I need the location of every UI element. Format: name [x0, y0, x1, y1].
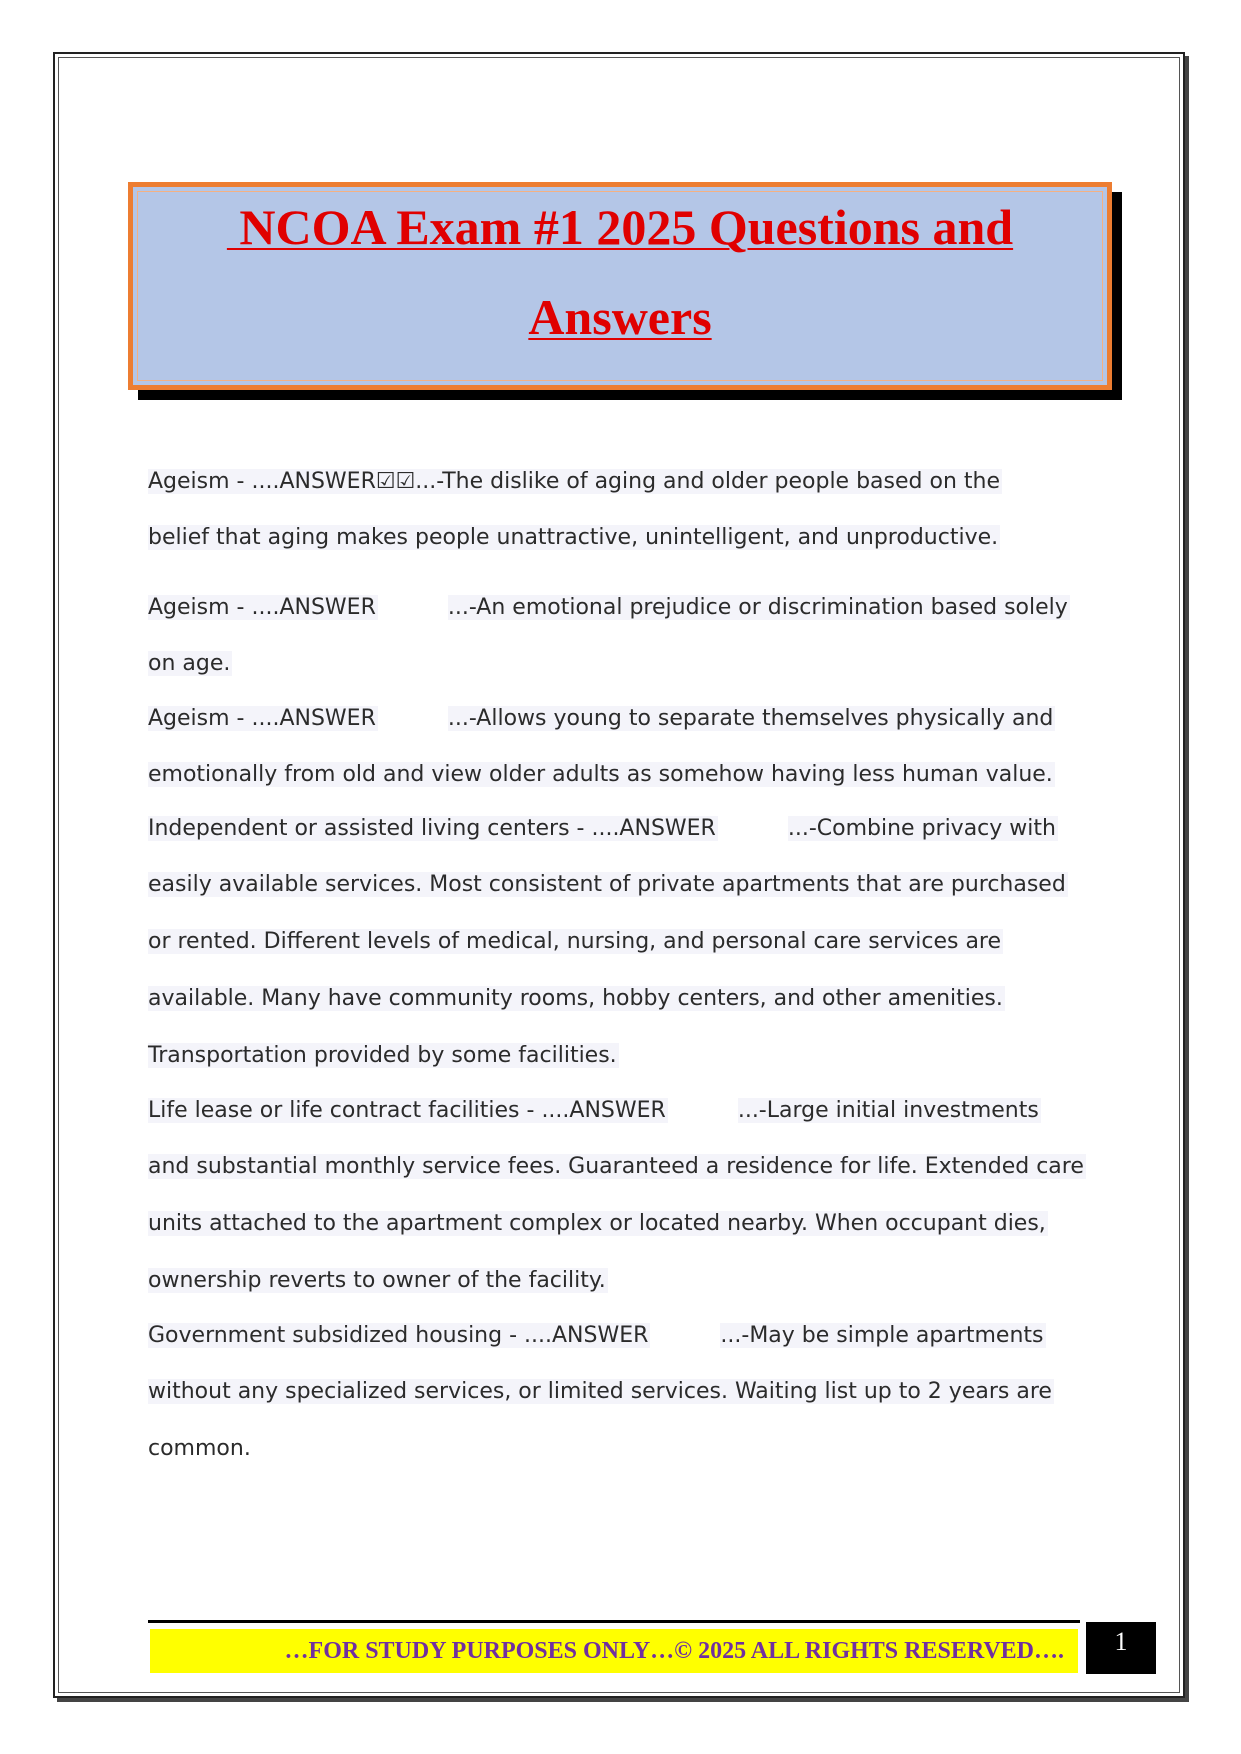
- text-line: [148, 1377, 1088, 1407]
- line-answer: ...-Allows young to separate themselves physically and: [447, 706, 1054, 731]
- text-line: [148, 467, 1088, 497]
- footer-copyright: …FOR STUDY PURPOSES ONLY…© 2025 ALL RIGHTS RESERVED….: [284, 1638, 1064, 1664]
- line-question: Ageism - ....ANSWER: [148, 595, 376, 620]
- line-text: on age.: [148, 651, 231, 676]
- line-question: Government subsidized housing - ....ANSWER: [148, 1323, 649, 1348]
- question-list: [148, 467, 1088, 1464]
- text-line: [148, 1152, 1088, 1182]
- line-answer: ...-Combine privacy with: [787, 816, 1056, 841]
- text-line: [148, 870, 1088, 900]
- line-answer: ...-An emotional prejudice or discrimination based solely: [447, 595, 1068, 620]
- line-text: units attached to the apartment complex or located nearby. When occupant dies,: [148, 1211, 1046, 1236]
- line-text: without any specialized services, or limited services. Waiting list up to 2 years are: [148, 1379, 1052, 1404]
- text-line: [148, 1434, 1088, 1464]
- text-line: [148, 1041, 1088, 1071]
- text-line: [148, 760, 1088, 790]
- line-text: Ageism - ....ANSWER☑☑...-The dislike of aging and older people based on the: [148, 469, 1000, 494]
- text-line: [148, 814, 1088, 844]
- text-line: [148, 523, 1088, 553]
- title-box: [128, 182, 1112, 390]
- text-line: [148, 1096, 1088, 1126]
- line-text: belief that aging makes people unattractive, unintelligent, and unproductive.: [148, 525, 999, 550]
- line-text: and substantial monthly service fees. Guaranteed a residence for life. Extended care: [148, 1154, 1084, 1179]
- line-question: Independent or assisted living centers - ....ANSWER: [148, 816, 716, 841]
- line-text: common.: [148, 1436, 251, 1461]
- line-text: easily available services. Most consistent of private apartments that are purchased: [148, 872, 1066, 897]
- text-line: [148, 1266, 1088, 1296]
- text-line: [148, 704, 1088, 734]
- line-text: ownership reverts to owner of the facility.: [148, 1268, 606, 1293]
- line-answer: ...-Large initial investments: [737, 1098, 1039, 1123]
- text-line: [148, 1209, 1088, 1239]
- page-title-line-2: Answers: [528, 289, 712, 345]
- line-question: Ageism - ....ANSWER: [148, 706, 376, 731]
- footer-rule: [148, 1620, 1080, 1623]
- line-answer: ...-May be simple apartments: [720, 1323, 1044, 1348]
- line-text: or rented. Different levels of medical, nursing, and personal care services are: [148, 929, 1002, 954]
- footer-band: [150, 1629, 1078, 1673]
- line-text: emotionally from old and view older adults as somehow having less human value.: [148, 762, 1053, 787]
- text-line: [148, 927, 1088, 957]
- page-number: 1: [1114, 1627, 1128, 1656]
- line-text: Transportation provided by some facilities.: [148, 1043, 617, 1068]
- line-question: Life lease or life contract facilities - ....ANSWER: [148, 1098, 666, 1123]
- page-number-box: [1086, 1622, 1156, 1674]
- text-line: [148, 649, 1088, 679]
- text-line: [148, 1321, 1088, 1351]
- text-line: [148, 984, 1088, 1014]
- page-title: NCOA Exam #1 2025 Questions and: [226, 199, 1014, 255]
- text-line: [148, 593, 1088, 623]
- line-text: available. Many have community rooms, hobby centers, and other amenities.: [148, 986, 1003, 1011]
